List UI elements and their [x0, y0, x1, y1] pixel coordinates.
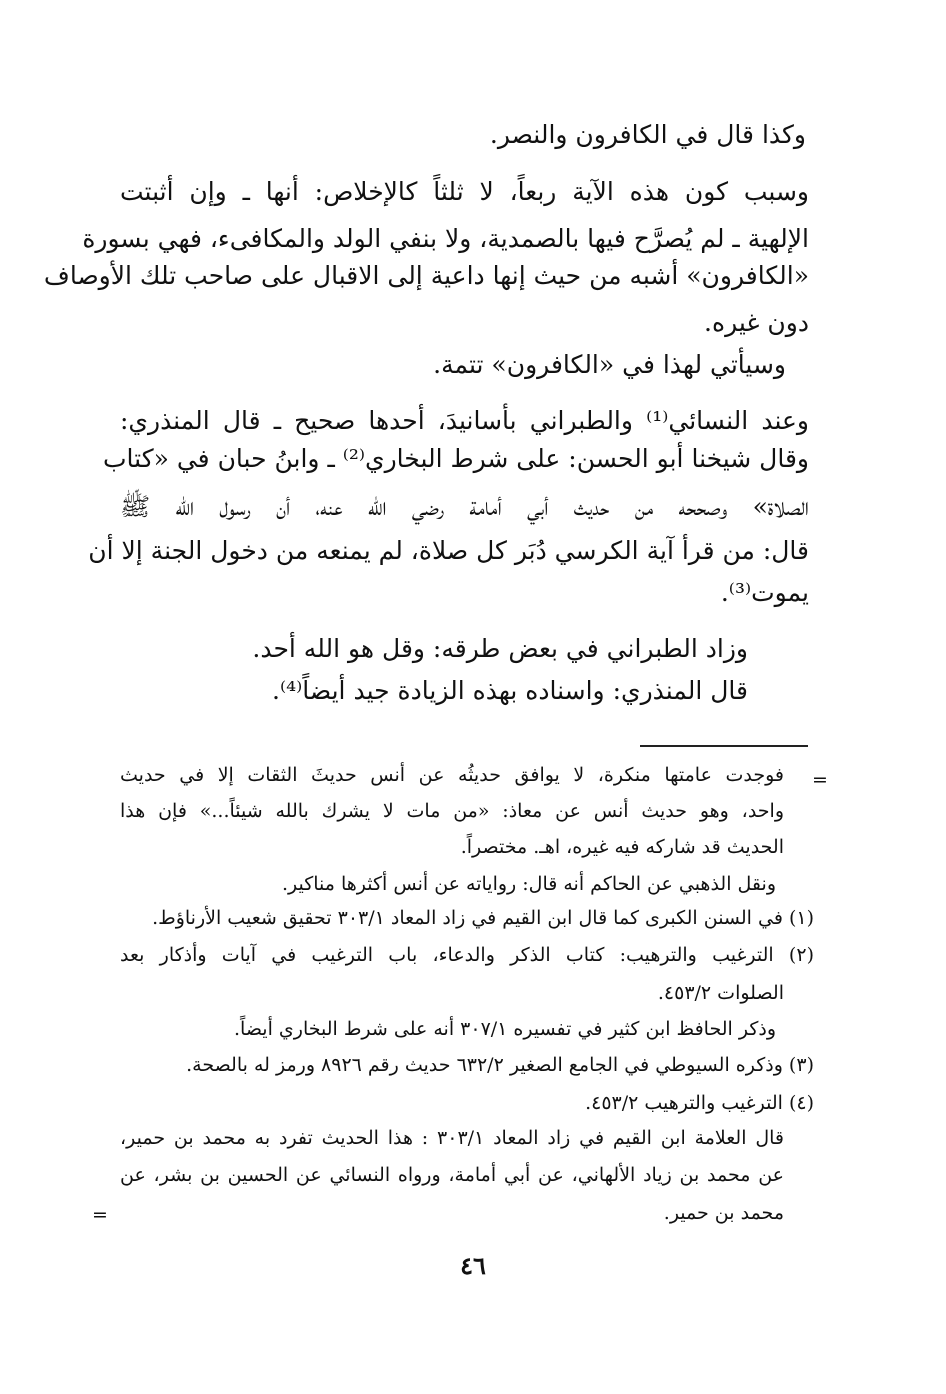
- footnote-line: (١) في السنن الكبرى كما قال ابن القيم في زاد المعاد ٣٠٣/١ تحقيق شعيب الأرناؤط.: [152, 907, 814, 929]
- footnote-line: ونقل الذهبي عن الحاكم أنه قال: رواياته عن أنس أكثرها مناكير.: [281, 873, 776, 895]
- body-line: يموت⁽³⁾.: [720, 578, 809, 607]
- body-line: وقال شيخنا أبو الحسن: على شرط البخاري⁽²⁾ ـ وابنُ حبان في «كتاب: [103, 444, 809, 473]
- body-line: قال: من قرأ آية الكرسي دُبَر كل صلاة، لم يمنعه من دخول الجنة إلا أن: [88, 536, 809, 565]
- footnote-line: عن محمد بن زياد الألهاني، عن أبي أمامة، ورواه النسائي عن الحسين بن بشر، عن: [120, 1164, 784, 1186]
- footnote-separator: [640, 745, 808, 747]
- body-line: وزاد الطبراني في بعض طرقه: وقل هو الله أحد.: [252, 634, 748, 663]
- body-line: دون غيره.: [704, 308, 809, 337]
- continuation-mark: =: [92, 1204, 108, 1226]
- footnote-line: (٤) الترغيب والترهيب ٤٥٣/٢.: [585, 1092, 814, 1114]
- body-line: قال المنذري: واسناده بهذه الزيادة جيد أيضاً⁽⁴⁾.: [272, 676, 748, 705]
- footnote-line: واحد، وهو حديث أنس عن معاذ: «من مات لا يشرك بالله شيئاً...» فإن هذا: [120, 800, 784, 822]
- body-line: وكذا قال في الكافرون والنصر.: [489, 120, 806, 149]
- body-line: الإلهية ـ لم يُصرَّح فيها بالصمدية، ولا بنفي الولد والمكافىء، فهي بسورة: [82, 224, 809, 253]
- footnote-line: (٢) الترغيب والترهيب: كتاب الذكر والدعاء، باب الترغيب في آيات وأذكار بعد: [120, 944, 814, 966]
- body-line: الصلاة» وصححه من حديث أبي أمامة رضي الله عنه، أن رسول الله ﷺ: [120, 492, 809, 521]
- footnote-line: قال العلامة ابن القيم في زاد المعاد ٣٠٣/١ : هذا الحديث تفرد به محمد بن حمير،: [120, 1127, 784, 1149]
- footnote-line: (٣) وذكره السيوطي في الجامع الصغير ٦٣٢/٢ حديث رقم ٨٩٢٦ ورمز له بالصحة.: [186, 1054, 814, 1076]
- body-line: وعند النسائي⁽¹⁾ والطبراني بأسانيدَ، أحدها صحيح ـ قال المنذري:: [120, 406, 809, 435]
- continuation-mark: =: [812, 769, 828, 791]
- footnote-line: فوجدت عامتها منكرة، لا يوافق حديثُه عن أنس حديثَ الثقات إلا في حديث: [120, 764, 784, 786]
- footnote-line: الصلوات ٤٥٣/٢.: [657, 982, 784, 1004]
- footnote-line: الحديث قد شاركه فيه غيره، اهـ. مختصراً.: [460, 836, 784, 858]
- body-line: وسيأتي لهذا في «الكافرون» تتمة.: [433, 350, 786, 379]
- page-number: ٤٦: [460, 1251, 486, 1280]
- footnote-line: وذكر الحافظ ابن كثير في تفسيره ٣٠٧/١ أنه على شرط البخاري أيضاً.: [233, 1018, 776, 1040]
- footnote-line: محمد بن حمير.: [663, 1202, 784, 1224]
- body-line: «الكافرون» أشبه من حيث إنها داعية إلى الاقبال على صاحب تلك الأوصاف: [43, 261, 809, 290]
- body-line: وسبب كون هذه الآية ربعاً، لا ثلثاً كالإخلاص: أنها ـ وإن أثبتت: [120, 177, 809, 206]
